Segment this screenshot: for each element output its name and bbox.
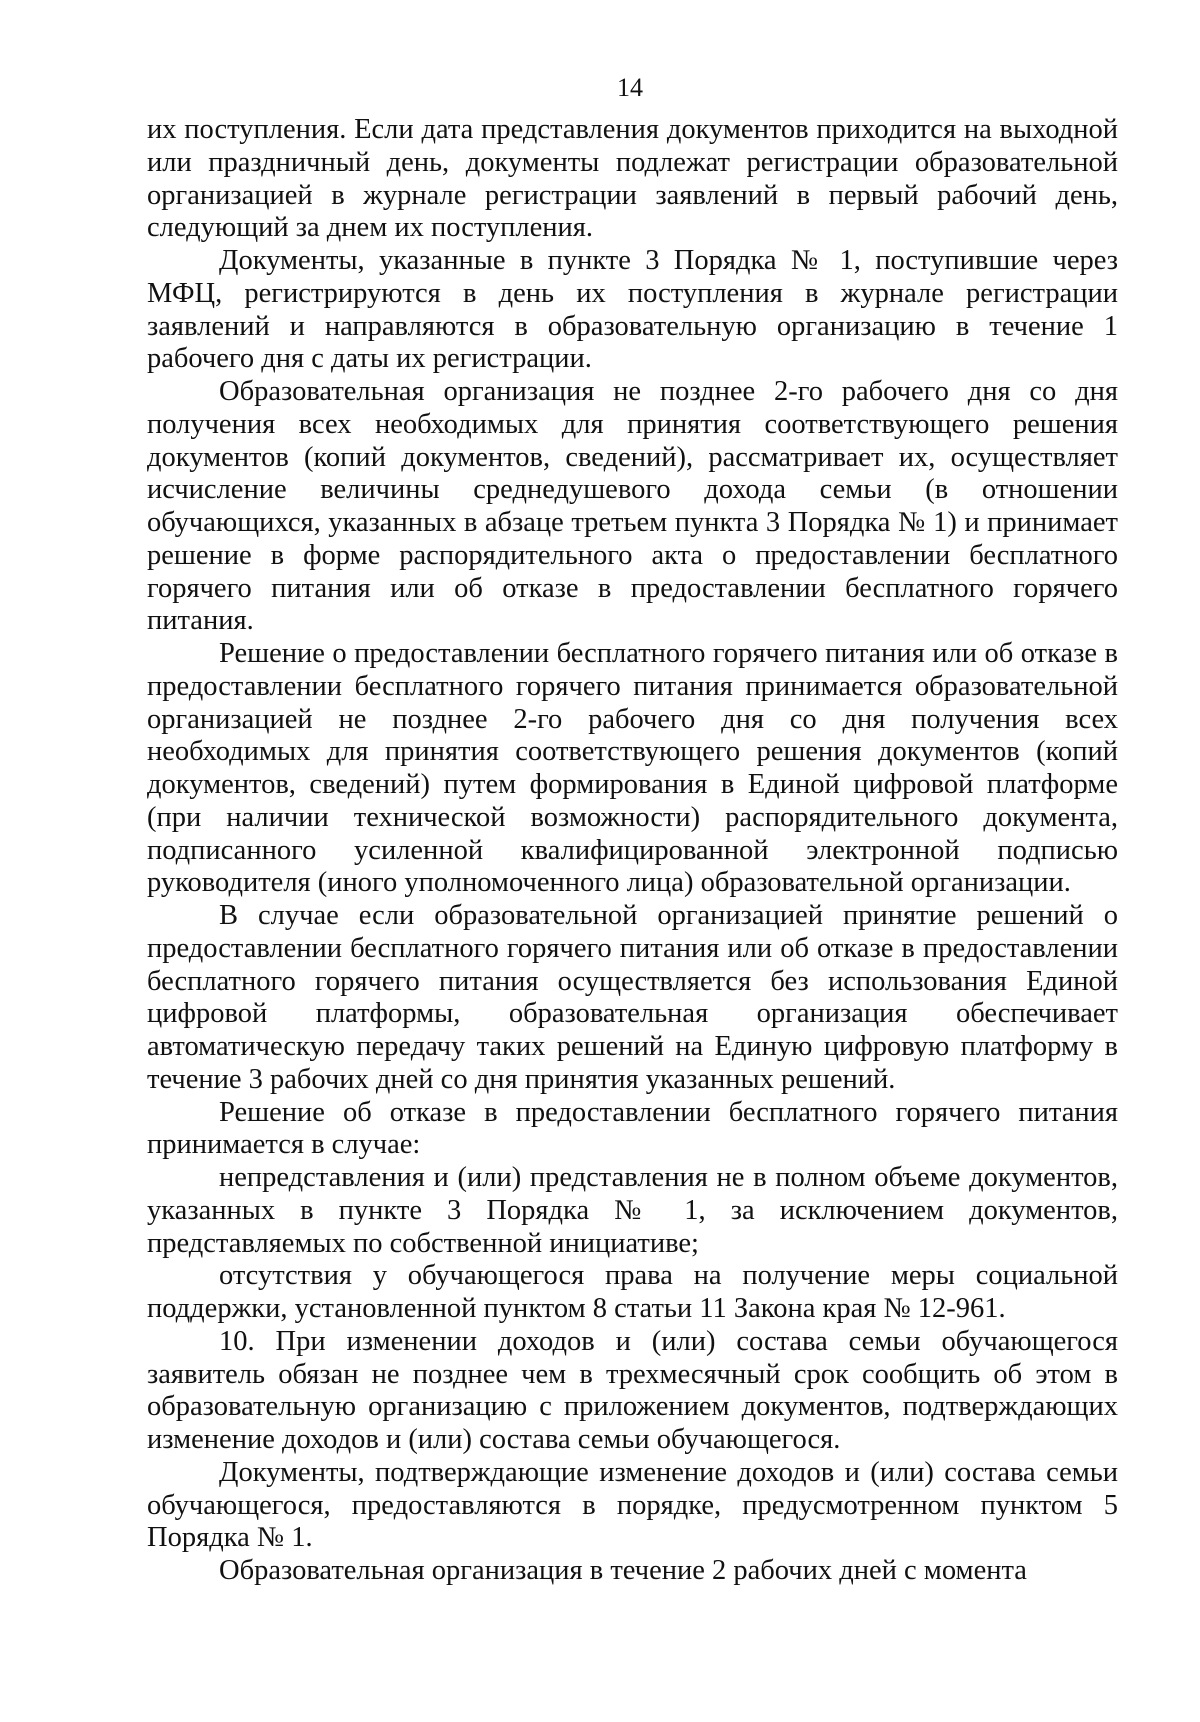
paragraph-item-10: 10. При изменении доходов и (или) состава семьи обучающегося заявитель обязан не позднее чем в трехмесячный срок сообщить об этом в образовательную организацию с приложением документов, подтверждающих изменение доходов и (или) состава семьи обучающегося. <box>147 1325 1118 1455</box>
page-number: 14 <box>617 73 643 102</box>
paragraph-decision-platform: Решение о предоставлении бесплатного горячего питания или об отказе в предоставлении бесплатного горячего питания принимается образовательной организацией не позднее 2-го рабочего дня со дня получения всех необходимых для принятия соответствующего решения документов (копий документов, сведений) путем формирования в Единой цифровой платформе (при наличии технической возможности) распорядительного документа, подписанного усиленной квалифицированной электронной подписью руководителя (иного уполномоченного лица) образовательной организации. <box>147 638 1118 899</box>
paragraph-refusal-case-2: отсутствия у обучающегося права на получение меры социальной поддержки, установленной пунктом 8 статьи 11 Закона края № 12-961. <box>147 1260 1118 1324</box>
paragraph-confirming-documents: Документы, подтверждающие изменение доходов и (или) состава семьи обучающегося, предоставляются в порядке, предусмотренном пунктом 5 Порядка № 1. <box>147 1456 1118 1554</box>
paragraph-refusal-cases: Решение об отказе в предоставлении бесплатного горячего питания принимается в случае: <box>147 1096 1118 1161</box>
paragraph-mfc-documents: Документы, указанные в пункте 3 Порядка № 1, поступившие через МФЦ, регистрируются в день их поступления в журнале регистрации заявлений и направляются в образовательную организацию в течение 1 рабочего дня с даты их регистрации. <box>147 245 1118 375</box>
paragraph-refusal-case-1: непредставления и (или) представления не в полном объеме документов, указанных в пункте 3 Порядка № 1, за исключением документов, представляемых по собственной инициативе; <box>147 1162 1118 1259</box>
paragraph-continuation: их поступления. Если дата представления документов приходится на выходной или праздничный день, документы подлежат регистрации образовательной организацией в журнале регистрации заявлений в первый рабочий день, следующий за днем их поступления. <box>147 114 1118 244</box>
document-body <box>147 114 1118 1588</box>
paragraph-final-fragment: Образовательная организация в течение 2 рабочих дней с момента <box>219 1555 1027 1586</box>
paragraph-review-documents: Образовательная организация не позднее 2-го рабочего дня со дня получения всех необходимых для принятия соответствующего решения документов (копий документов, сведений), рассматривает их, осуществляет исчисление величины среднедушевого дохода семьи (в отношении обучающихся, указанных в абзаце третьем пункта 3 Порядка № 1) и принимает решение в форме распорядительного акта о предоставлении бесплатного горячего питания или об отказе в предоставлении бесплатного горячего питания. <box>147 376 1118 637</box>
paragraph-automatic-transfer: В случае если образовательной организацией принятие решений о предоставлении бесплатного горячего питания или об отказе в предоставлении бесплатного горячего питания осуществляется без использования Единой цифровой платформы, образовательная организация обеспечивает автоматическую передачу таких решений на Единую цифровую платформу в течение 3 рабочих дней со дня принятия указанных решений. <box>147 900 1118 1095</box>
